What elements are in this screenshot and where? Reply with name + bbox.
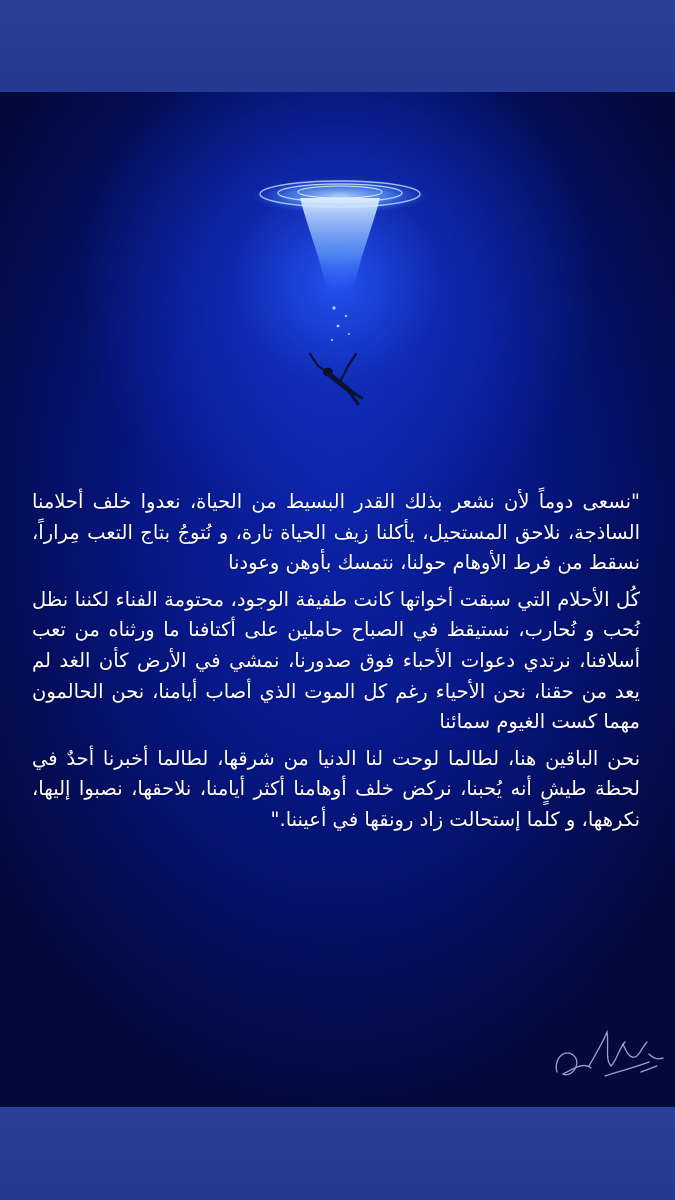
bubble-trail: [331, 306, 350, 341]
top-frame-band: [0, 0, 675, 92]
poem-text-block: [32, 487, 640, 842]
poem-paragraph: "نسعى دوماً لأن نشعر بذلك القدر البسيط من الحياة، نعدوا خلف أحلامنا الساذجة، نلاحق المستحيل، يأكلنا زيف الحياة تارة، و نُتوجُ بتاج التعب مِراراً، نسقط من فرط الأوهام حولنا، نتمسك بأوهن وعودنا: [32, 490, 640, 575]
artwork-canvas: [0, 92, 675, 1107]
falling-figure-icon: [310, 354, 362, 404]
bottom-frame-band: [0, 1107, 675, 1200]
poem-paragraph: نحن الباقين هنا، لطالما لوحت لنا الدنيا من شرقها، لطالما أخبرنا أحدٌ في لحظة طيشٍ أنه يُحبنا، نركض خلف أوهامنا أكثر أيامنا، نلاحقها، نصبوا إليها، نكرهها، و كلما إستحالت زاد رونقها في أعيننا.": [32, 746, 640, 831]
light-funnel: [300, 198, 380, 296]
signature-icon: [545, 1002, 675, 1097]
poem-paragraph: كُل الأحلام التي سبقت أخواتها كانت طفيفة الوجود، محتومة الفناء لكننا نظل نُحب و نُحارب، نستيقظ في الصباح حاملين على أكتافنا ما ورثناه من تعب أسلافنا، نرتدي دعوات الأحباء فوق صدورنا، نمشي في الأرض كأن الغد لم يعد من حقنا، نحن الأحياء رغم كل الموت الذي أصاب أيامنا، نحن الحالمون مهما كست الغيوم سمائنا: [32, 587, 640, 734]
whirlpool-illustration: [250, 176, 430, 406]
